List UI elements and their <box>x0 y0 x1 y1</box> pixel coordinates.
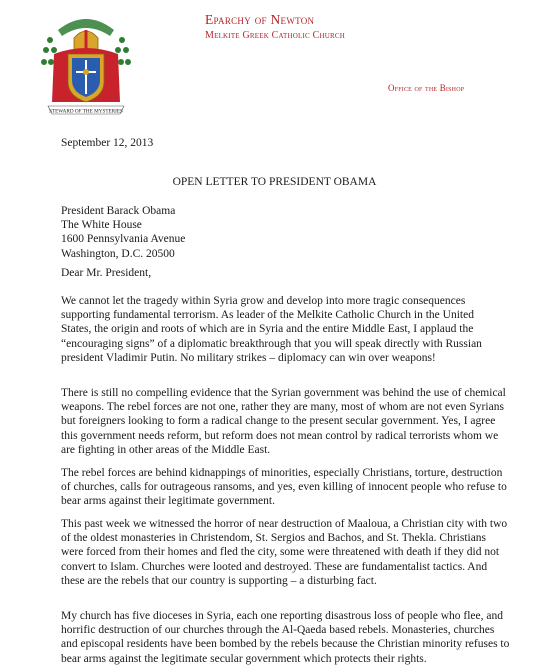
paragraph-line: horrific destruction of our churches through the Al-Qaeda based rebels. Monasteries, churches <box>61 624 495 637</box>
paragraph-line: convert to Islam. Churches were looted and destroyed. These are fundamentalist tactics. And <box>61 560 488 573</box>
paragraph-line: and episcopal residents have been bombed by the rebels because the Christian minority refuses to <box>61 638 510 651</box>
address-line: Washington, D.C. 20500 <box>61 247 175 260</box>
paragraph-line: of churches, calls for outrageous ransoms, and yes, even killing of innocent people who refuse to <box>61 481 507 494</box>
paragraph-2 <box>61 386 531 457</box>
paragraph-line: president Vladimir Putin. No military strikes – diplomacy can win over weapons! <box>61 351 436 364</box>
office-of-the-bishop: Office of the Bishop <box>388 83 465 93</box>
svg-text:STEWARD OF THE MYSTERIES: STEWARD OF THE MYSTERIES <box>49 108 123 115</box>
recipient-address <box>61 204 185 261</box>
paragraph-line: bear arms against the legitimate secular government which protects their rights. <box>61 652 427 665</box>
paragraph-line: are fighting in other areas of the Middle East. <box>61 443 271 456</box>
paragraph-line: of the oldest monasteries in Christendom, St. Sergios and Bachos, and St. Thekla. Christians <box>61 532 487 545</box>
paragraph-line: My church has five dioceses in Syria, each one reporting disastrous loss of people who flee, and <box>61 610 503 622</box>
paragraph-line: were forced from their homes and fled the city, some were threatened with death if they did not <box>61 546 500 559</box>
paragraph-3 <box>61 466 531 509</box>
paragraph-1 <box>61 294 531 365</box>
paragraph-line: but foreigners looking to form a radical change to the present secular government. Yes, I agree <box>61 415 496 428</box>
address-line: 1600 Pennsylvania Avenue <box>61 233 186 246</box>
paragraph-line: bear arms against their legitimate government. <box>61 495 275 508</box>
paragraph-line: This past week we witnessed the horror of near destruction of Maaloua, a Christian city with two <box>61 518 508 530</box>
paragraph-line: these are the rebels that our country is supporting – a disturbing fact. <box>61 574 377 587</box>
paragraph-line: “encouraging signs” of a diplomatic breakthrough that you will speak directly with Russian <box>61 337 482 350</box>
salutation: Dear Mr. President, <box>61 267 152 279</box>
paragraph-line: weapons. The rebel forces are not one, rather they are many, most of whom are not even Syrians <box>61 401 504 414</box>
paragraph-line: this government needs reform, but reform does not mean control by radical terrorists whom we <box>61 429 499 442</box>
eparchy-crest-icon <box>40 10 132 120</box>
paragraph-line: supporting fundamental terrorism. As leader of the Melkite Catholic Church in the United <box>61 309 474 322</box>
letter-title: OPEN LETTER TO PRESIDENT OBAMA <box>172 176 377 188</box>
paragraph-line: We cannot let the tragedy within Syria grow and develop into more tragic consequences <box>61 295 466 307</box>
letterhead-org <box>205 12 345 41</box>
paragraph-5 <box>61 609 531 666</box>
address-line: The White House <box>61 219 142 232</box>
paragraph-4 <box>61 517 531 588</box>
paragraph-line: There is still no compelling evidence that the Syrian government was behind the use of chemical <box>61 387 506 399</box>
paragraph-line: States, the origin and roots of which are in Syria and the entire Middle East, I applaud the <box>61 323 474 336</box>
org-name: Eparchy of Newton <box>205 12 315 27</box>
letter-date: September 12, 2013 <box>61 137 154 149</box>
org-subtitle: Melkite Greek Catholic Church <box>205 30 345 41</box>
address-line: President Barack Obama <box>61 205 176 217</box>
paragraph-line: The rebel forces are behind kidnappings of minorities, especially Christians, torture, destruction <box>61 467 503 479</box>
